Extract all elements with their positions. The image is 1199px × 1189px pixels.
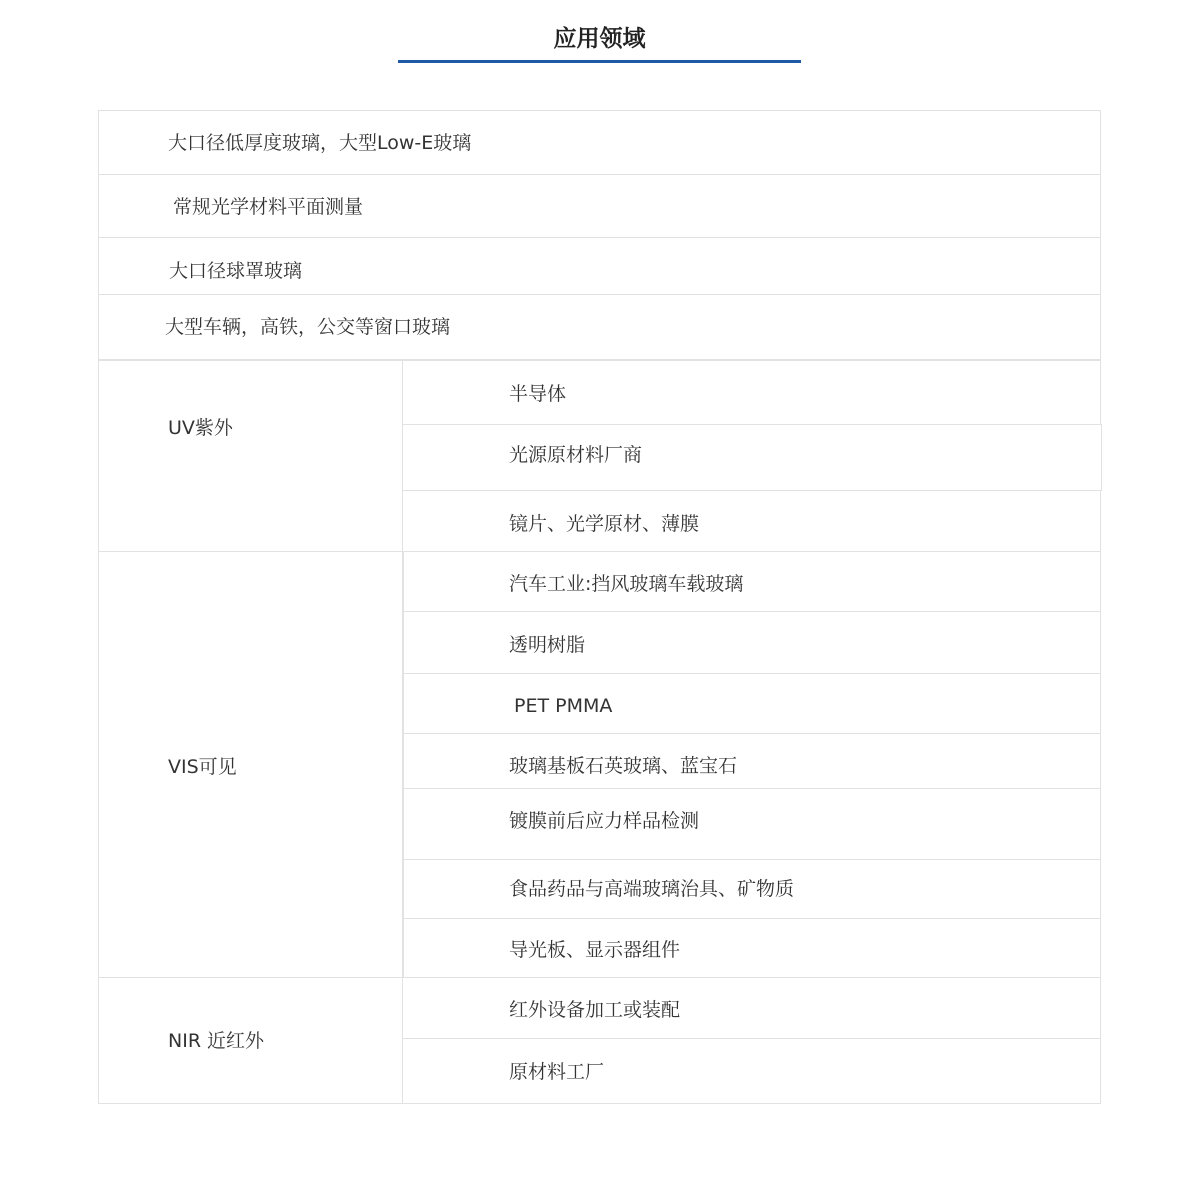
category-item	[403, 788, 1101, 860]
category-item-text: 光源原材料厂商	[509, 444, 643, 466]
category-item-text: PET PMMA	[514, 695, 613, 717]
category-item-text: 食品药品与高端玻璃治具、矿物质	[509, 878, 795, 900]
category-item	[402, 424, 1102, 491]
category-item	[402, 490, 1101, 552]
category-item-text: 导光板、显示器组件	[509, 939, 681, 961]
category-label-uv: UV紫外	[168, 417, 233, 439]
category-item	[403, 551, 1101, 612]
general-row-text: 常规光学材料平面测量	[173, 196, 364, 218]
category-cell-vis	[98, 551, 403, 978]
category-item	[403, 673, 1101, 734]
category-item-text: 汽车工业:挡风玻璃车载玻璃	[509, 573, 744, 595]
category-item-text: 透明树脂	[509, 634, 586, 656]
page-title: 应用领域	[553, 26, 646, 52]
category-item	[402, 977, 1101, 1039]
category-label-vis: VIS可见	[168, 756, 237, 778]
category-item-text: 红外设备加工或装配	[509, 999, 681, 1021]
category-item-text: 镀膜前后应力样品检测	[509, 810, 700, 832]
category-item	[402, 360, 1101, 425]
category-cell-uv	[98, 360, 403, 552]
general-row-text: 大口径低厚度玻璃，大型Low-E玻璃	[168, 132, 472, 154]
category-item-text: 玻璃基板石英玻璃、蓝宝石	[509, 755, 738, 777]
title-underline	[398, 60, 801, 63]
category-label-nir: NIR 近红外	[168, 1030, 265, 1052]
category-item	[402, 1038, 1101, 1104]
category-item-text: 镜片、光学原材、薄膜	[509, 513, 700, 535]
category-item	[403, 918, 1101, 978]
category-item	[403, 611, 1101, 674]
category-item-text: 原材料工厂	[509, 1061, 605, 1083]
general-row-text: 大型车辆，高铁，公交等窗口玻璃	[165, 316, 451, 338]
category-item	[403, 733, 1101, 789]
general-row-text: 大口径球罩玻璃	[169, 260, 303, 282]
category-item-text: 半导体	[509, 383, 567, 405]
